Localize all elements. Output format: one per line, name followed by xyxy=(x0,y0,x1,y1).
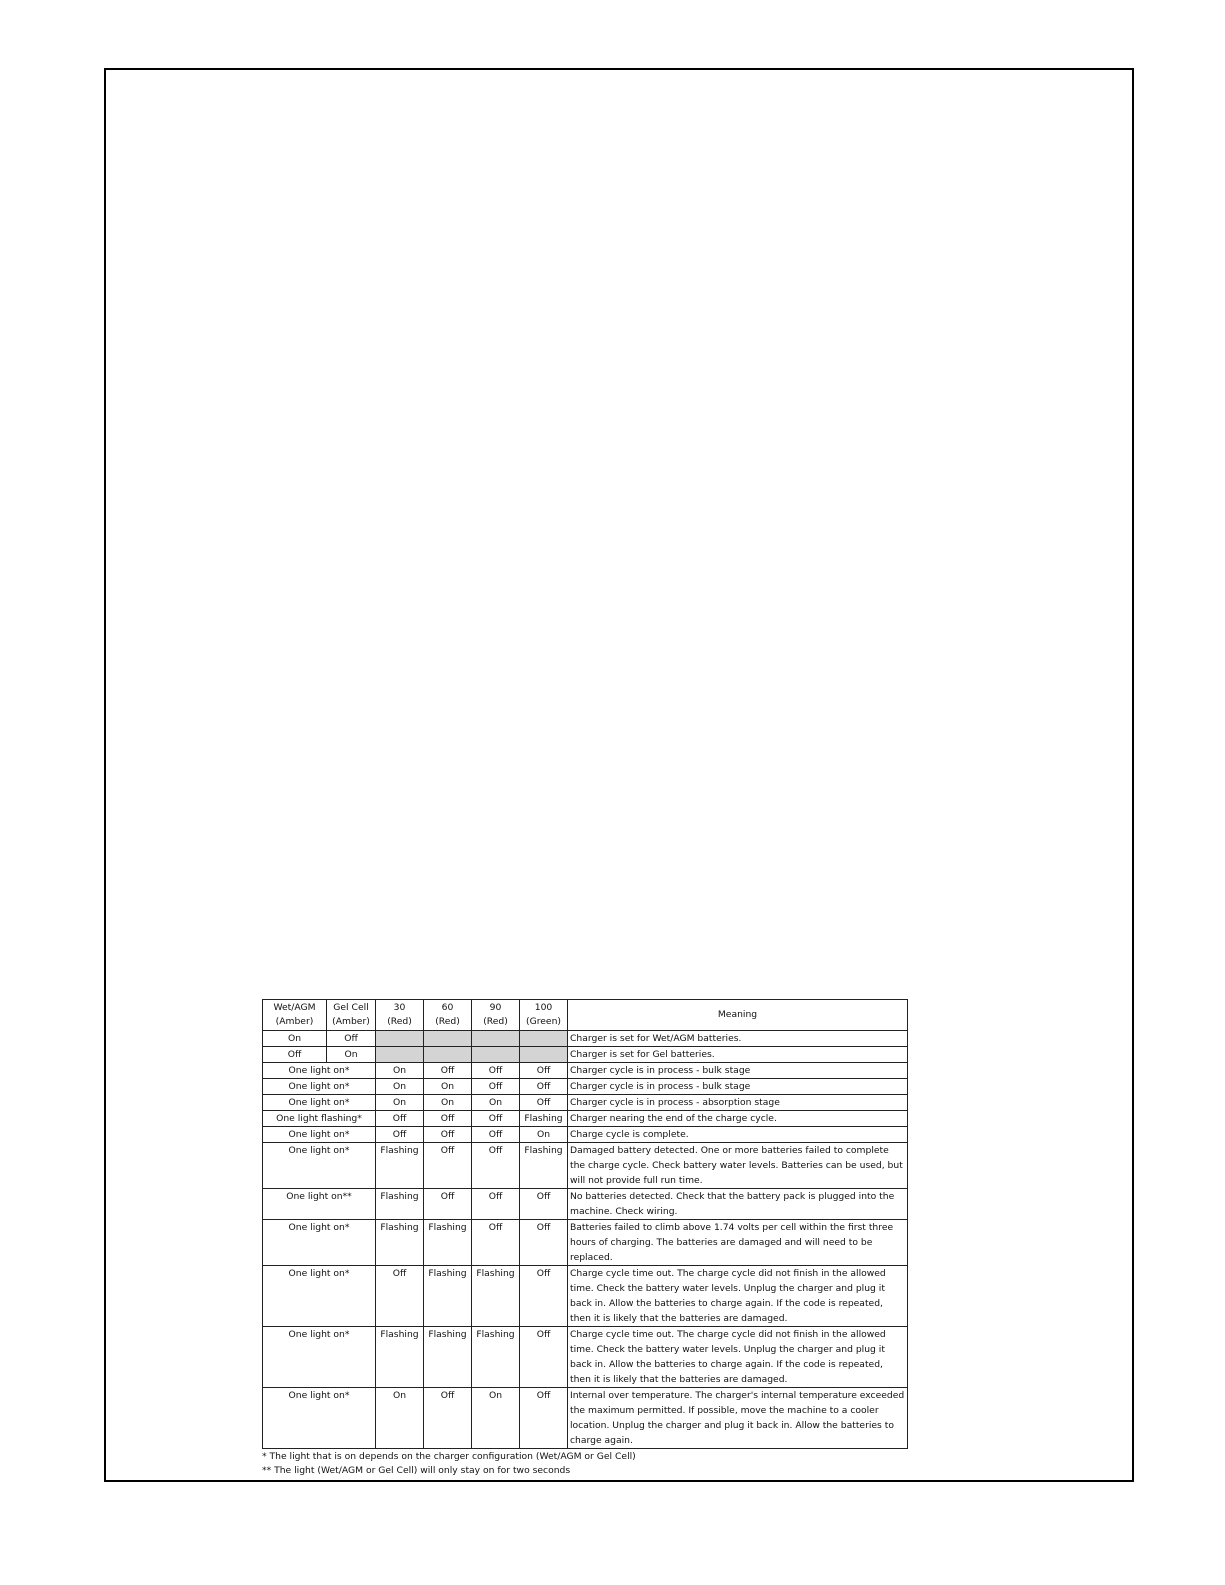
header-100: 100 (Green) xyxy=(520,1000,568,1031)
table-row xyxy=(263,1388,908,1449)
light-60-cell: Off xyxy=(424,1388,472,1449)
table-header-row xyxy=(263,1000,908,1031)
table-row xyxy=(263,1047,908,1063)
light-90-cell: Off xyxy=(472,1063,520,1079)
table-row xyxy=(263,1220,908,1266)
light-60-cell: Off xyxy=(424,1189,472,1220)
light-30-cell: Off xyxy=(376,1266,424,1327)
amber-light-cell: One light on* xyxy=(263,1127,376,1143)
light-30-cell: Flashing xyxy=(376,1220,424,1266)
light-30-cell: Flashing xyxy=(376,1143,424,1189)
table-row xyxy=(263,1143,908,1189)
header-90: 90 (Red) xyxy=(472,1000,520,1031)
blank-cell xyxy=(376,1031,424,1047)
amber-light-cell: One light flashing* xyxy=(263,1111,376,1127)
charger-indicator-table-section xyxy=(262,999,907,1478)
gel-cell-cell: On xyxy=(327,1047,376,1063)
meaning-cell: Internal over temperature. The charger's internal temperature exceeded the maximum permitted. If possible, move the machine to a cooler location. Unplug the charger and plug it back in. Allow the batteries to charge again. xyxy=(568,1388,908,1449)
table-row xyxy=(263,1327,908,1388)
meaning-cell: Charger cycle is in process - absorption stage xyxy=(568,1095,908,1111)
amber-light-cell: One light on* xyxy=(263,1095,376,1111)
table-row xyxy=(263,1063,908,1079)
light-60-cell: On xyxy=(424,1095,472,1111)
meaning-cell: Damaged battery detected. One or more batteries failed to complete the charge cycle. Check battery water levels. Batteries can be used, but will not provide full run time. xyxy=(568,1143,908,1189)
meaning-cell: Charger is set for Gel batteries. xyxy=(568,1047,908,1063)
meaning-cell: Charger cycle is in process - bulk stage xyxy=(568,1079,908,1095)
blank-cell xyxy=(472,1031,520,1047)
light-100-cell: Off xyxy=(520,1079,568,1095)
table-row xyxy=(263,1111,908,1127)
header-meaning: Meaning xyxy=(568,1000,908,1031)
light-90-cell: Off xyxy=(472,1111,520,1127)
amber-light-cell: One light on* xyxy=(263,1063,376,1079)
amber-light-cell: One light on* xyxy=(263,1266,376,1327)
light-60-cell: On xyxy=(424,1079,472,1095)
light-60-cell: Flashing xyxy=(424,1266,472,1327)
blank-cell xyxy=(472,1047,520,1063)
charger-indicator-table xyxy=(262,999,908,1449)
wet-agm-cell: On xyxy=(263,1031,327,1047)
footnotes xyxy=(262,1450,907,1478)
light-30-cell: Off xyxy=(376,1111,424,1127)
amber-light-cell: One light on* xyxy=(263,1143,376,1189)
light-90-cell: Off xyxy=(472,1127,520,1143)
light-100-cell: Off xyxy=(520,1095,568,1111)
light-30-cell: On xyxy=(376,1388,424,1449)
light-90-cell: Flashing xyxy=(472,1327,520,1388)
light-60-cell: Off xyxy=(424,1111,472,1127)
light-90-cell: Off xyxy=(472,1220,520,1266)
blank-cell xyxy=(376,1047,424,1063)
blank-cell xyxy=(424,1047,472,1063)
meaning-cell: Charge cycle time out. The charge cycle did not finish in the allowed time. Check the battery water levels. Unplug the charger and plug it back in. Allow the batteries to charge again. If the code is repeated, then it is likely that the batteries are damaged. xyxy=(568,1327,908,1388)
amber-light-cell: One light on** xyxy=(263,1189,376,1220)
table-row xyxy=(263,1127,908,1143)
meaning-cell: No batteries detected. Check that the battery pack is plugged into the machine. Check wiring. xyxy=(568,1189,908,1220)
light-30-cell: Flashing xyxy=(376,1327,424,1388)
gel-cell-cell: Off xyxy=(327,1031,376,1047)
light-100-cell: Flashing xyxy=(520,1143,568,1189)
table-row xyxy=(263,1095,908,1111)
blank-cell xyxy=(520,1047,568,1063)
light-100-cell: Off xyxy=(520,1189,568,1220)
light-60-cell: Flashing xyxy=(424,1220,472,1266)
footnote-single-asterisk: * The light that is on depends on the charger configuration (Wet/AGM or Gel Cell) xyxy=(262,1451,636,1462)
meaning-cell: Batteries failed to climb above 1.74 volts per cell within the first three hours of charging. The batteries are damaged and will need to be replaced. xyxy=(568,1220,908,1266)
table-row xyxy=(263,1266,908,1327)
light-100-cell: On xyxy=(520,1127,568,1143)
meaning-cell: Charger nearing the end of the charge cycle. xyxy=(568,1111,908,1127)
light-100-cell: Off xyxy=(520,1388,568,1449)
light-100-cell: Off xyxy=(520,1327,568,1388)
light-30-cell: Off xyxy=(376,1127,424,1143)
light-60-cell: Off xyxy=(424,1063,472,1079)
light-30-cell: On xyxy=(376,1095,424,1111)
light-90-cell: On xyxy=(472,1388,520,1449)
light-30-cell: On xyxy=(376,1079,424,1095)
light-90-cell: Off xyxy=(472,1143,520,1189)
amber-light-cell: One light on* xyxy=(263,1327,376,1388)
light-30-cell: Flashing xyxy=(376,1189,424,1220)
blank-cell xyxy=(424,1031,472,1047)
table-row xyxy=(263,1031,908,1047)
light-60-cell: Flashing xyxy=(424,1327,472,1388)
header-wet-agm: Wet/AGM (Amber) xyxy=(263,1000,327,1031)
light-60-cell: Off xyxy=(424,1127,472,1143)
amber-light-cell: One light on* xyxy=(263,1079,376,1095)
amber-light-cell: One light on* xyxy=(263,1388,376,1449)
light-90-cell: Off xyxy=(472,1079,520,1095)
table-row xyxy=(263,1079,908,1095)
meaning-cell: Charge cycle is complete. xyxy=(568,1127,908,1143)
wet-agm-cell: Off xyxy=(263,1047,327,1063)
header-30: 30 (Red) xyxy=(376,1000,424,1031)
light-90-cell: Flashing xyxy=(472,1266,520,1327)
status-rows xyxy=(263,1063,908,1449)
blank-cell xyxy=(520,1031,568,1047)
table-row xyxy=(263,1189,908,1220)
header-gel-cell: Gel Cell (Amber) xyxy=(327,1000,376,1031)
footnote-double-asterisk: ** The light (Wet/AGM or Gel Cell) will only stay on for two seconds xyxy=(262,1465,571,1476)
light-90-cell: Off xyxy=(472,1189,520,1220)
light-30-cell: On xyxy=(376,1063,424,1079)
header-60: 60 (Red) xyxy=(424,1000,472,1031)
light-60-cell: Off xyxy=(424,1143,472,1189)
light-90-cell: On xyxy=(472,1095,520,1111)
meaning-cell: Charger cycle is in process - bulk stage xyxy=(568,1063,908,1079)
light-100-cell: Off xyxy=(520,1063,568,1079)
amber-light-cell: One light on* xyxy=(263,1220,376,1266)
light-100-cell: Flashing xyxy=(520,1111,568,1127)
light-100-cell: Off xyxy=(520,1220,568,1266)
light-100-cell: Off xyxy=(520,1266,568,1327)
meaning-cell: Charger is set for Wet/AGM batteries. xyxy=(568,1031,908,1047)
meaning-cell: Charge cycle time out. The charge cycle did not finish in the allowed time. Check the battery water levels. Unplug the charger and plug it back in. Allow the batteries to charge again. If the code is repeated, then it is likely that the batteries are damaged. xyxy=(568,1266,908,1327)
